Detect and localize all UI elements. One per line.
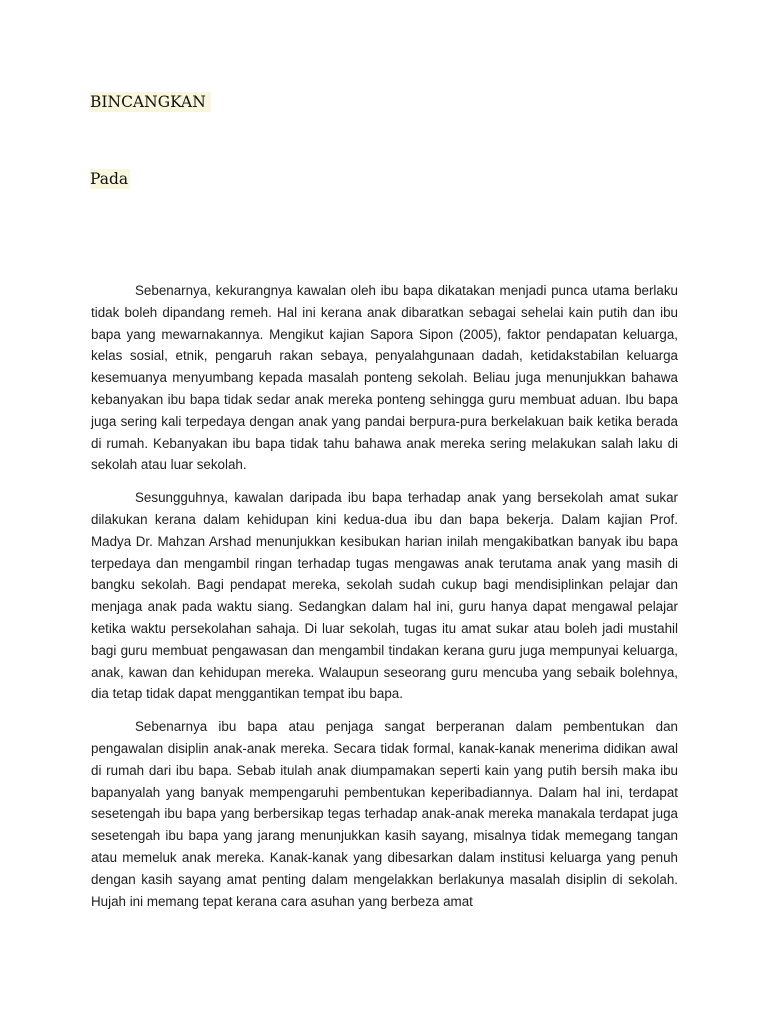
paragraph-1: Sebenarnya, kekurangnya kawalan oleh ibu bapa dikatakan menjadi punca utama berlaku tidak boleh dipandang remeh. Hal ini kerana anak dibaratkan sebagai sehelai kain putih dan ibu bapa yang mewarnakannya. Mengikut kajian Sapora Sipon (2005), faktor pendapatan keluarga, kelas sosial, etnik, pengaruh rakan sebaya, penyalahgunaan dadah, ketidakstabilan keluarga kesemuanya menyumbang kepada masalah ponteng sekolah. Beliau juga menunjukkan bahawa kebanyakan ibu bapa tidak sedar anak mereka ponteng sehingga guru membuat aduan. Ibu bapa juga sering kali terpedaya dengan anak yang pandai berpura-pura berkelakuan baik ketika berada di rumah. Kebanyakan ibu bapa tidak tahu bahawa anak mereka sering melakukan salah laku di sekolah atau luar sekolah. [91,283,678,473]
document-body [91,280,678,923]
paragraph-3: Sebenarnya ibu bapa atau penjaga sangat berperanan dalam pembentukan dan pengawalan disiplin anak-anak mereka. Secara tidak formal, kanak-kanak menerima didikan awal di rumah dari ibu bapa. Sebab itulah anak diumpamakan seperti kain yang putih bersih maka ibu bapanyalah yang banyak mempengaruhi pembentukan keperibadiannya. Dalam hal ini, terdapat sesetengah ibu bapa yang berbersikap tegas terhadap anak-anak mereka manakala terdapat juga sesetengah ibu bapa yang jarang menunjukkan kasih sayang, misalnya tidak memegang tangan atau memeluk anak mereka. Kanak-kanak yang dibesarkan dalam institusi keluarga yang penuh dengan kasih sayang amat penting dalam mengelakkan berlakunya masalah disiplin di sekolah. Hujah ini memang tepat kerana cara asuhan yang berbeza amat [91,719,678,909]
document-title: BINCANGKAN [90,92,211,112]
document-subtitle: Pada [90,170,129,188]
paragraph-2: Sesungguhnya, kawalan daripada ibu bapa terhadap anak yang bersekolah amat sukar dilakukan kerana dalam kehidupan kini kedua-dua ibu dan bapa bekerja. Dalam kajian Prof. Madya Dr. Mahzan Arshad menunjukkan kesibukan harian inilah mengakibatkan banyak ibu bapa terpedaya dan mengambil ringan terhadap tugas mengawas anak terutama anak yang masih di bangku sekolah. Bagi pendapat mereka, sekolah sudah cukup bagi mendisiplinkan pelajar dan menjaga anak pada waktu siang. Sedangkan dalam hal ini, guru hanya dapat mengawal pelajar ketika waktu persekolahan sahaja. Di luar sekolah, tugas itu amat sukar atau boleh jadi mustahil bagi guru membuat pengawasan dan mengambil tindakan kerana guru juga mempunyai keluarga, anak, kawan dan kehidupan mereka. Walaupun seseorang guru mencuba yang sebaik bolehnya, dia tetap tidak dapat menggantikan tempat ibu bapa. [91,490,678,702]
